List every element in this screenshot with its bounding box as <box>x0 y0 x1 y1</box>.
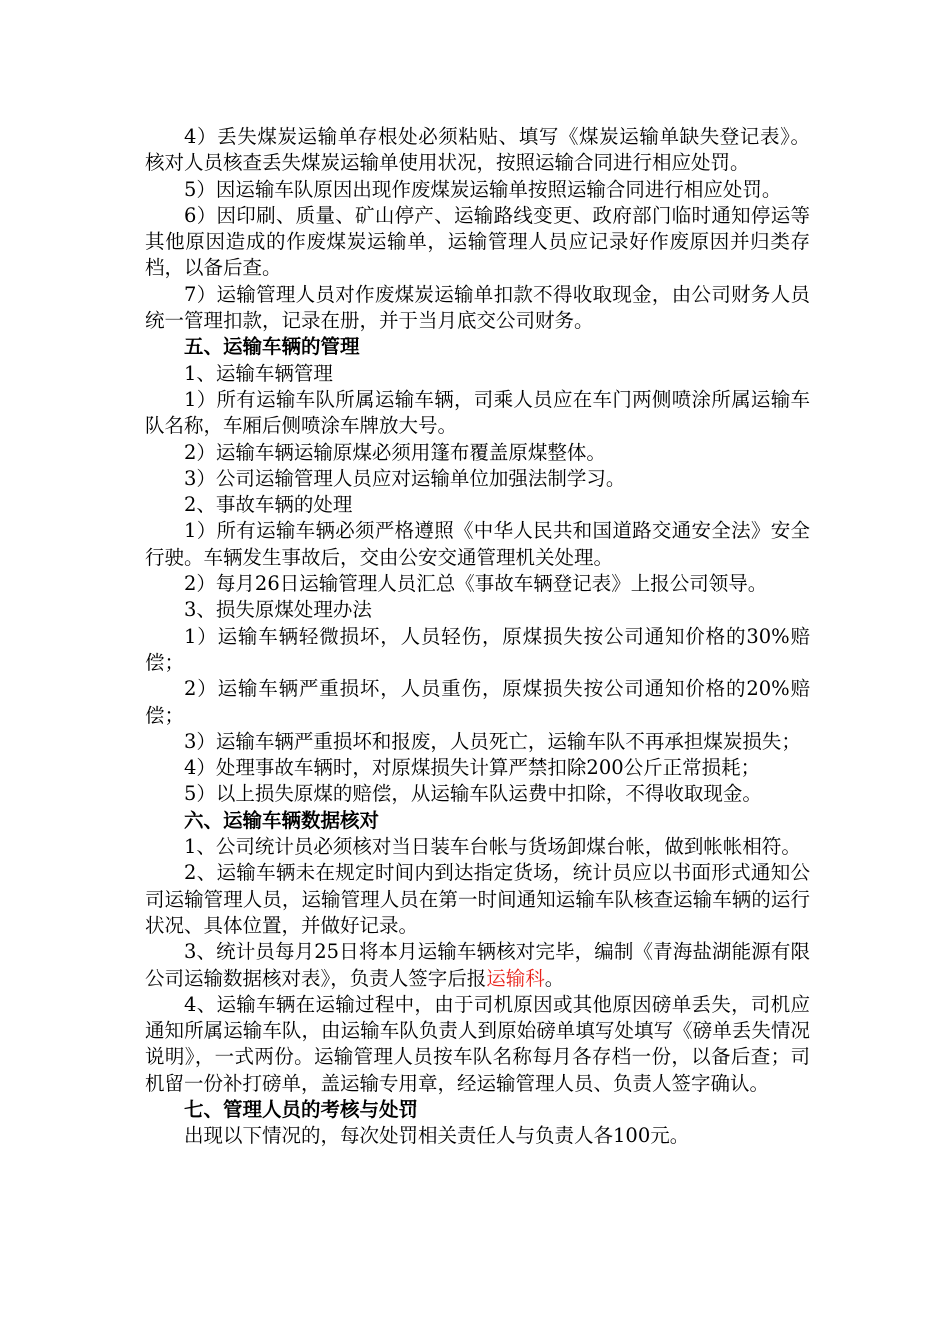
paragraph-monthly-report <box>145 939 810 992</box>
paragraph-vehicle-marking: 1）所有运输车队所属运输车辆，司乘人员应在车门两侧喷涂所属运输车队名称，车厢后侧喷涂车牌放大号。 <box>145 387 810 438</box>
paragraph-compensation-deduction: 5）以上损失原煤的赔偿，从运输车队运费中扣除，不得收取现金。 <box>184 782 762 806</box>
paragraph-traffic-law: 1）所有运输车辆必须严格遵照《中华人民共和国道路交通安全法》安全行驶。车辆发生事故后，交由公安交通管理机关处理。 <box>145 519 810 569</box>
paragraph-5-void-waybill-penalty: 5）因运输车队原因出现作废煤炭运输单按照运输合同进行相应处罚。 <box>184 177 782 201</box>
paragraph-ledger-check: 1、公司统计员必须核对当日装车台帐与货场卸煤台帐，做到帐帐相符。 <box>184 835 801 859</box>
paragraph-6-void-waybill-record: 6）因印刷、质量、矿山停产、运输路线变更、政府部门临时通知停运等其他原因造成的作废煤炭运输单，运输管理人员应记录好作废原因并归类存档，以备后查。 <box>145 203 810 280</box>
monthly-report-end: 。 <box>544 966 565 990</box>
paragraph-penalty-rule: 出现以下情况的，每次处罚相关责任人与负责人各100元。 <box>184 1124 690 1148</box>
paragraph-accident-report: 2）每月26日运输管理人员汇总《事故车辆登记表》上报公司领导。 <box>184 572 768 596</box>
subheading-vehicle-management: 1、运输车辆管理 <box>184 361 333 385</box>
paragraph-7-void-waybill-deduction: 7）运输管理人员对作废煤炭运输单扣款不得收取现金，由公司财务人员统一管理扣款，记录在册，并于当月底交公司财务。 <box>145 282 810 333</box>
subheading-coal-loss: 3、损失原煤处理办法 <box>184 598 372 622</box>
paragraph-severe-damage: 2）运输车辆严重损坏，人员重伤，原煤损失按公司通知价格的20%赔偿； <box>145 677 810 727</box>
paragraph-scrapped-vehicle: 3）运输车辆严重损坏和报废，人员死亡，运输车队不再承担煤炭损失； <box>184 729 801 753</box>
paragraph-minor-damage: 1）运输车辆轻微损坏，人员轻伤，原煤损失按公司通知价格的30%赔偿； <box>145 624 810 674</box>
paragraph-legal-training: 3）公司运输管理人员应对运输单位加强法制学习。 <box>184 466 626 490</box>
section-heading-6: 六、运输车辆数据核对 <box>184 808 380 832</box>
monthly-report-text: 3、统计员每月25日将本月运输车辆核对完毕，编制《青海盐湖能源有限公司运输数据核对表》，负责人签字后报 <box>145 940 810 990</box>
subheading-accident-handling: 2、事故车辆的处理 <box>184 493 353 517</box>
paragraph-loss-calculation: 4）处理事故车辆时，对原煤损失计算严禁扣除200公斤正常损耗； <box>184 756 761 780</box>
paragraph-4-lost-waybill: 4）丢失煤炭运输单存根处必须粘贴、填写《煤炭运输单缺失登记表》。核对人员核查丢失煤炭运输单使用状况，按照运输合同进行相应处罚。 <box>145 125 810 175</box>
highlighted-text: 运输科 <box>486 966 545 990</box>
paragraph-tarp-cover: 2）运输车辆运输原煤必须用篷布覆盖原煤整体。 <box>184 440 606 464</box>
document-body <box>145 124 810 1150</box>
section-heading-7: 七、管理人员的考核与处罚 <box>184 1097 419 1121</box>
paragraph-lost-weigh-ticket: 4、运输车辆在运输过程中，由于司机原因或其他原因磅单丢失，司机应通知所属运输车队，由运输车队负责人到原始磅单填写处填写《磅单丢失情况说明》，一式两份。运输管理人员按车队名称每月各存档一份，以备后查；司机留一份补打磅单，盖运输专用章，经运输管理人员、负责人签字确认。 <box>145 992 810 1095</box>
section-heading-5: 五、运输车辆的管理 <box>184 335 360 359</box>
paragraph-late-arrival: 2、运输车辆未在规定时间内到达指定货场，统计员应以书面形式通知公司运输管理人员，运输管理人员在第一时间通知运输车队核查运输车辆的运行状况、具体位置，并做好记录。 <box>145 861 810 937</box>
